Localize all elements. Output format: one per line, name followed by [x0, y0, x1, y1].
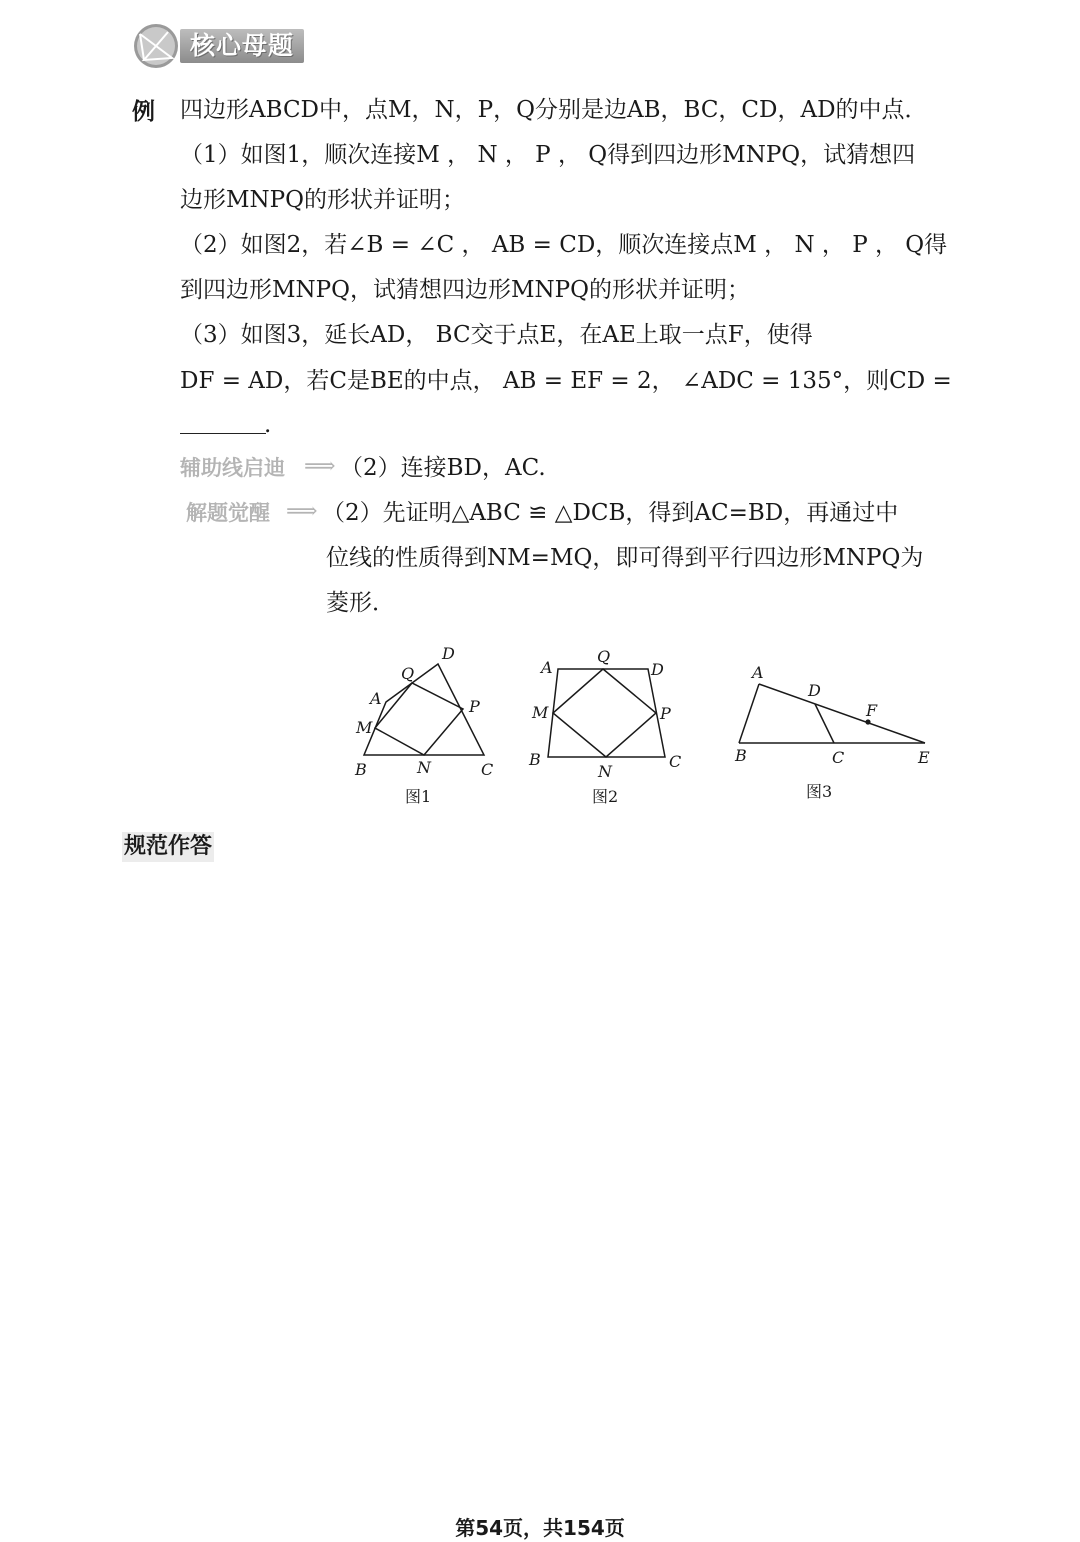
- figure-2-labels: [528, 647, 681, 781]
- problem-line: DF = AD，若C是BE的中点， AB = EF = 2， ∠ADC = 135°，则CD =: [180, 368, 952, 394]
- figure-2: [548, 669, 665, 757]
- fig1-label-b: B: [355, 760, 367, 779]
- fig3-label-f: F: [866, 701, 878, 720]
- fig1-label-m: M: [356, 718, 373, 737]
- fig3-label-d: D: [808, 681, 821, 700]
- problem-line: （3）如图3，延长AD， BC交于点E，在AE上取一点F，使得: [180, 322, 813, 348]
- fig2-label-b: B: [529, 750, 541, 769]
- fig3-caption: 图3: [806, 782, 833, 801]
- point-f-dot: [865, 719, 870, 724]
- aux-line-label: 辅助线启迪: [180, 456, 285, 480]
- problem-line: 四边形ABCD中，点M，N，P，Q分别是边AB，BC，CD，AD的中点．: [180, 97, 928, 123]
- fig2-label-d: D: [651, 660, 664, 679]
- problem-line: （1）如图1，顺次连接M ， N ， P ， Q得到四边形MNPQ，试猜想四: [180, 142, 916, 168]
- figure-3: [739, 684, 925, 743]
- fig1-label-a: A: [370, 689, 382, 708]
- fig2-label-n: N: [598, 762, 612, 781]
- fig3-label-e: E: [918, 748, 930, 767]
- fig1-label-d: D: [442, 644, 455, 663]
- fig2-caption: 图2: [592, 787, 619, 806]
- example-mark: 例: [132, 99, 155, 125]
- arrow-right-icon: ⟹: [286, 499, 318, 524]
- fig1-label-c: C: [481, 760, 494, 779]
- fig2-label-m: M: [532, 703, 549, 722]
- figure-3-labels: [734, 663, 930, 767]
- answer-section-title: 规范作答: [122, 832, 214, 862]
- fig2-label-p: P: [660, 704, 671, 723]
- problem-line: 边形MNPQ的形状并证明；: [180, 187, 466, 213]
- badge-label: 核心母题: [180, 29, 304, 63]
- answer-blank-period: .: [264, 412, 272, 438]
- aux-line-text: （2）连接BD，AC.: [340, 455, 546, 481]
- fig1-caption: 图1: [405, 787, 432, 806]
- solve-label: 解题觉醒: [186, 501, 270, 525]
- fig1-label-n: N: [417, 758, 431, 777]
- fig2-label-a: A: [541, 658, 553, 677]
- page-footer: 第54页，共154页: [455, 1516, 625, 1540]
- solve-line: 位线的性质得到NM=MQ，即可得到平行四边形MNPQ为: [326, 545, 924, 571]
- problem-line: 到四边形MNPQ，试猜想四边形MNPQ的形状并证明；: [180, 277, 751, 303]
- fig2-label-q: Q: [597, 647, 611, 666]
- arrow-right-icon: ⟹: [304, 454, 336, 479]
- figure-1: [364, 664, 484, 755]
- fig3-label-c: C: [832, 748, 845, 767]
- fig3-label-a: A: [752, 663, 764, 682]
- solve-line: （2）先证明△ABC ≌ △DCB，得到AC=BD，再通过中: [322, 500, 899, 526]
- fig2-label-c: C: [669, 752, 682, 771]
- problem-line: （2）如图2，若∠B = ∠C ， AB = CD，顺次连接点M ， N ， P ， Q得: [180, 232, 948, 258]
- fig1-label-p: P: [469, 697, 480, 716]
- figure-1-labels: [354, 644, 493, 779]
- fig3-label-b: B: [735, 746, 747, 765]
- fig1-label-q: Q: [401, 664, 415, 683]
- solve-line: 菱形．: [326, 590, 395, 616]
